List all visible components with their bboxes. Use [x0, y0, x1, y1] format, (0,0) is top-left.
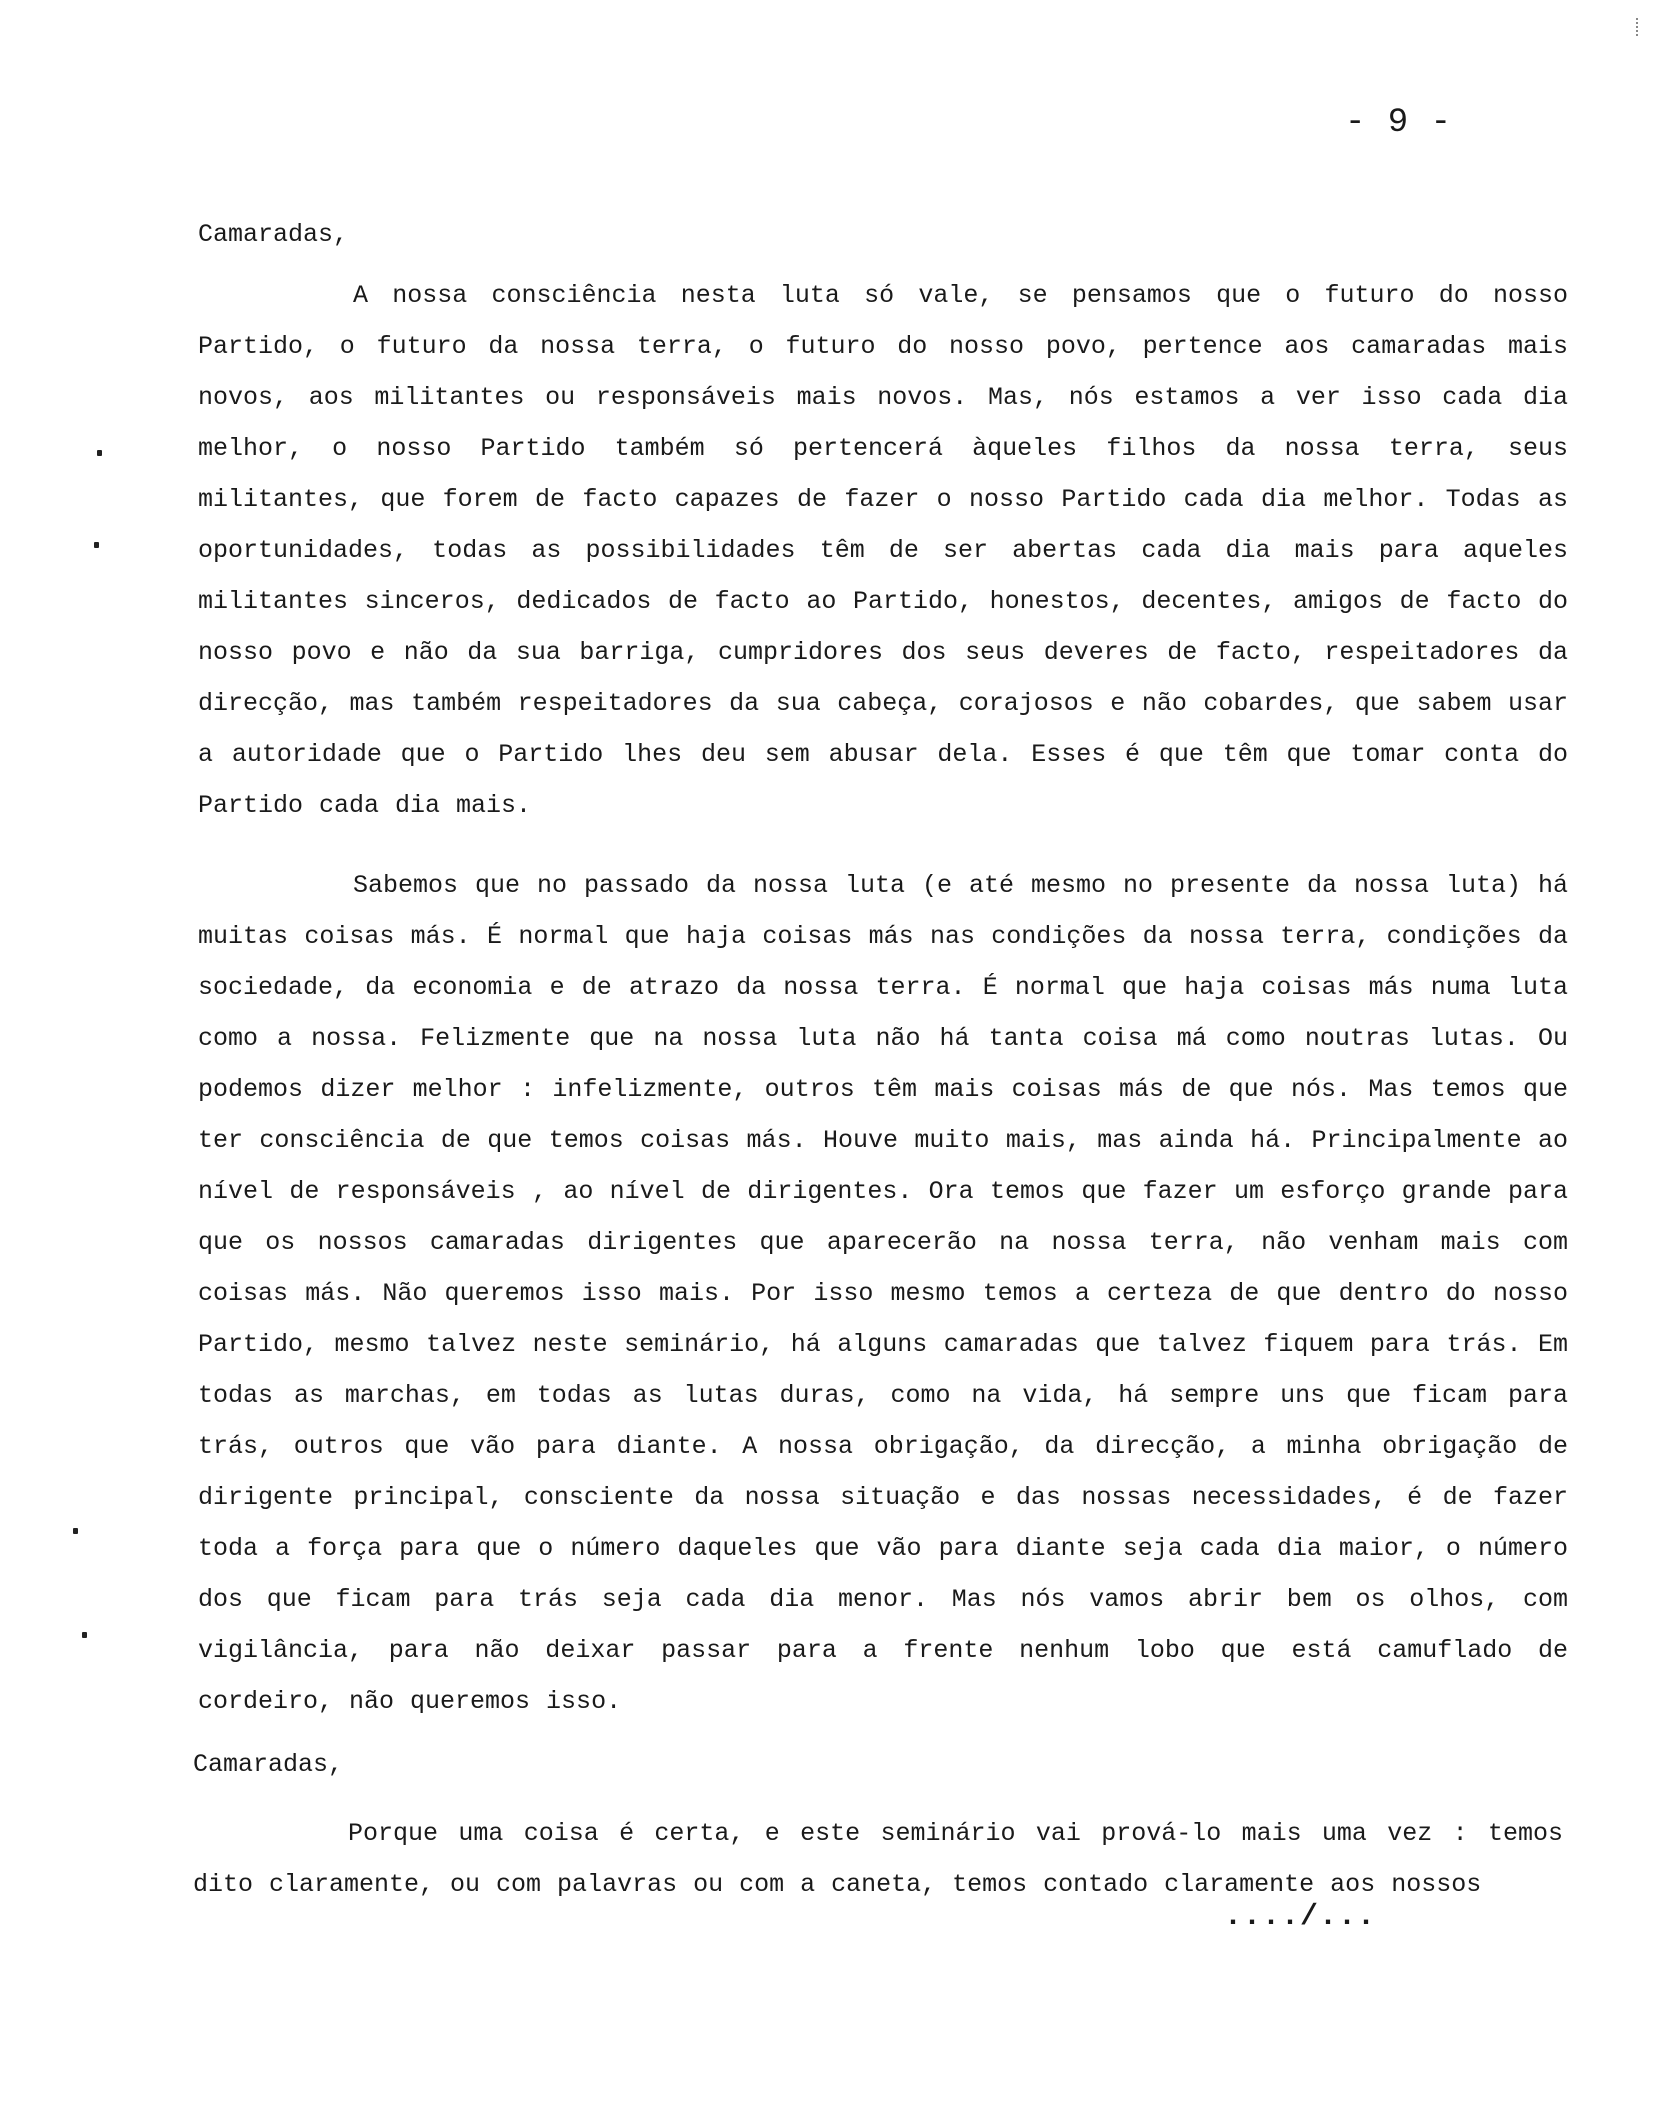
margin-dot: [94, 542, 99, 548]
margin-dot: [73, 1528, 78, 1534]
margin-dot: [82, 1632, 87, 1638]
paragraph: A nossa consciência nesta luta só vale, se pensamos que o futuro do nosso Partido, o futuro da nossa terra, o futuro do nosso povo, pertence aos camaradas mais novos, aos militantes ou responsáveis mais novos. Mas, nós estamos a ver isso cada dia melhor, o nosso Partido também só pertencerá àqueles filhos da nossa terra, seus militantes, que forem de facto capazes de fazer o nosso Partido cada dia melhor. Todas as oportunidades, todas as possibilidades têm de ser abertas cada dia mais para aqueles militantes sinceros, dedicados de facto ao Partido, honestos, decentes, amigos de facto do nosso povo e não da sua barriga, cumpridores dos seus deveres de facto, respeitadores da direcção, mas também respeitadores da sua cabeça, corajosos e não cobardes, que sabem usar a autoridade que o Partido lhes deu sem abusar dela. Esses é que têm que tomar conta do Partido cada dia mais.: [198, 281, 1568, 820]
salutation: Camaradas,: [193, 1750, 344, 1779]
scan-mark: [1636, 18, 1641, 36]
continuation-mark: ..../...: [1224, 1900, 1377, 1934]
margin-dot: [97, 450, 102, 456]
paragraph: Sabemos que no passado da nossa luta (e até mesmo no presente da nossa luta) há muitas coisas más. É normal que haja coisas más nas condições da nossa terra, condições da sociedade, da economia e de atrazo da nossa terra. É normal que haja coisas más numa luta como a nossa. Felizmente que na nossa luta não há tanta coisa má como noutras lutas. Ou podemos dizer melhor : infelizmente, outros têm mais coisas más de que nós. Mas temos que ter consciência de que temos coisas más. Houve muito mais, mas ainda há. Principalmente ao nível de responsáveis , ao nível de dirigentes. Ora temos que fazer um esforço grande para que os nossos camaradas dirigentes que aparecerão na nossa terra, não venham mais com coisas más. Não queremos isso mais. Por isso mesmo temos a certeza de que dentro do nosso Partido, mesmo talvez neste seminário, há alguns camaradas que talvez fiquem para trás. Em todas as marchas, em todas as lutas duras, como na vida, há sempre uns que ficam para trás, outros que vão para diante. A nossa obrigação, da direcção, a minha obrigação de dirigente principal, consciente da nossa situação e das nossas necessidades, é de fazer toda a força para que o número daqueles que vão para diante seja cada dia maior, o número dos que ficam para trás seja cada dia menor. Mas nós vamos abrir bem os olhos, com vigilância, para não deixar passar para a frente nenhum lobo que está camuflado de cordeiro, não queremos isso.: [198, 871, 1568, 1716]
paragraph: Porque uma coisa é certa, e este seminário vai prová-lo mais uma vez : temos dito claramente, ou com palavras ou com a caneta, temos contado claramente aos nossos: [193, 1819, 1563, 1899]
page-number: - 9 -: [1345, 104, 1453, 142]
salutation: Camaradas,: [198, 220, 349, 249]
